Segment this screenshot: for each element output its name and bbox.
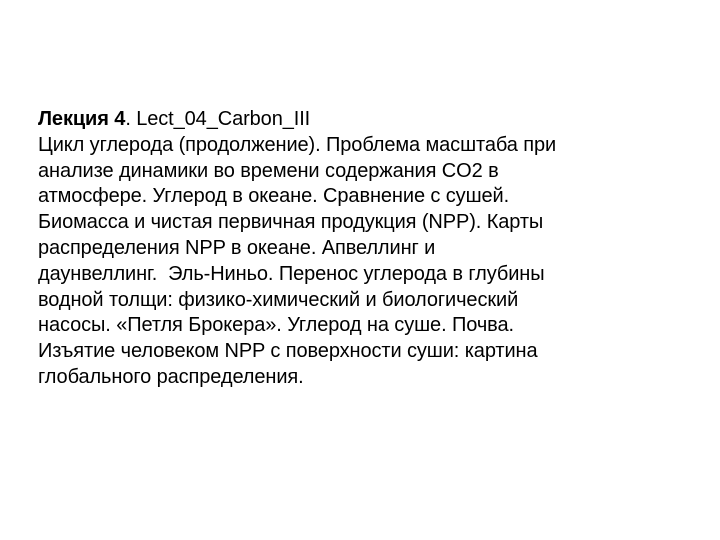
body-line: Изъятие человеком NPP с поверхности суши: картина bbox=[38, 340, 538, 363]
lecture-description bbox=[38, 107, 678, 391]
body-line: Цикл углерода (продолжение). Проблема масштаба при bbox=[38, 133, 557, 156]
body-line: насосы. «Петля Брокера». Углерод на суше. Почва. bbox=[38, 314, 514, 337]
body-line: даунвеллинг. Эль-Ниньо. Перенос углерода в глубины bbox=[38, 262, 545, 285]
body-line: глобального распределения. bbox=[38, 365, 304, 388]
lecture-number: Лекция 4 bbox=[38, 108, 126, 130]
body-line: атмосфере. Углерод в океане. Сравнение с сушей. bbox=[38, 185, 510, 208]
body-line: анализе динамики во времени содержания CO2 в bbox=[38, 159, 499, 182]
body-line: распределения NPP в океане. Апвеллинг и bbox=[38, 236, 436, 259]
body-line: Биомасса и чистая первичная продукция (NPP). Карты bbox=[38, 211, 544, 234]
body-line: водной толщи: физико-химический и биологический bbox=[38, 288, 519, 311]
lecture-title-line bbox=[38, 107, 678, 133]
lecture-code: . Lect_04_Carbon_III bbox=[125, 108, 311, 130]
